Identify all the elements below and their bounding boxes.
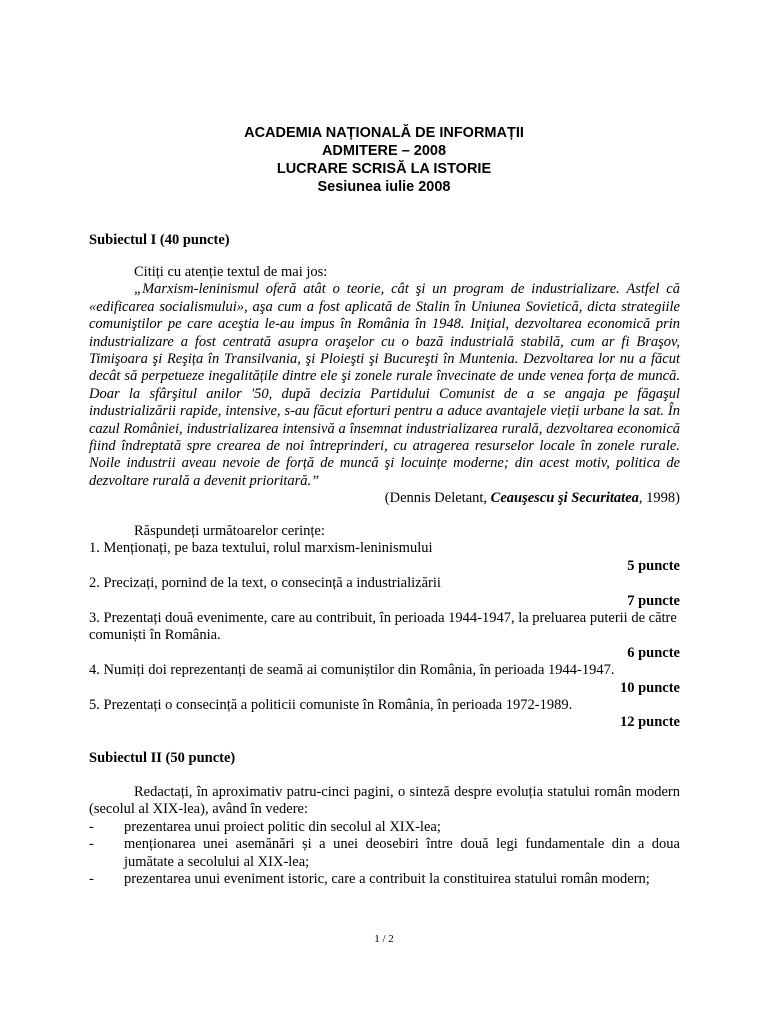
bullet-item-3: - prezentarea unui eveniment istoric, care a contribuit la constituirea statului român modern; — [89, 871, 680, 888]
requirement-5-points: 12 puncte — [619, 714, 680, 731]
subject2-title: Subiectul II (50 puncte) — [89, 750, 236, 766]
requirement-2: 2. Precizați, pornind de la text, o consecință a industrializării — [89, 575, 441, 592]
requirement-4: 4. Numiți doi reprezentanți de seamă ai comuniștilor din România, în perioada 1944-1947. — [89, 662, 615, 679]
subject2-text-block — [89, 784, 680, 888]
subject1-title: Subiectul I (40 puncte) — [89, 232, 230, 248]
subject2-intro: Redactați, în aproximativ patru-cinci pagini, o sinteză despre evoluția statului român modern (secolul al XIX-lea), având în vedere: — [89, 784, 680, 818]
requirement-4-points: 10 puncte — [619, 679, 680, 696]
requirement-3-points: 6 puncte — [627, 644, 680, 661]
source-author: (Dennis Deletant, — [384, 490, 491, 507]
requirements-intro: Răspundeți următoarelor cerințe: — [134, 523, 325, 539]
requirement-2-points: 7 puncte — [627, 592, 680, 609]
subject1-quote: „Marxism-leninismul oferă atât o teorie, cât şi un program de industrializare. Astfel că «edificarea socialismului», aşa cum a fost aplicată de Stalin în Uniunea Sovietică, dicta strategiile comuniştilor pe care aceştia le-au impus în România în 1948. Inițial, dezvoltarea economică prin industrializare a fost centrată asupra oraşelor cu o bază industrială stabilă, cum ar fi Braşov, Timişoara şi Reşița în Transilvania, şi Ploieşti şi Bucureşti în Muntenia. Dezvoltarea lor nu a făcut decât să perpetueze inegalitățile dintre ele şi zonele rurale învecinate de unde venea forța de muncă. Doar la sfârşitul anilor '50, după decizia Partidului Comunist de a se angaja pe făgaşul industrializării rapide, intensive, s-au făcut eforturi pentru a aduce avantajele vieții urbane la sat. În cazul României, industrializarea intensivă a însemnat industrializarea rurală, dezvoltarea economică fiind îndreptată spre crearea de noi întreprinderi, cu atragerea resurselor locale în zonele rurale. Noile industrii aveau nevoie de forță de muncă şi locuințe moderne; din acest motiv, politica de dezvoltare rurală a devenit prioritară.” — [89, 281, 680, 489]
subject2-bullet-list — [89, 819, 680, 889]
bullet-item-2: - menționarea unei asemănări și a unei deosebiri între două legi fundamentale din a doua jumătate a secolului al XIX-lea; — [89, 836, 680, 871]
requirement-5: 5. Prezentați o consecință a politicii comuniste în România, în perioada 1972-1989. — [89, 697, 573, 714]
quote-source — [89, 490, 680, 507]
source-year: , 1998) — [638, 490, 680, 507]
subject1-text-block — [89, 264, 680, 508]
document-header — [0, 124, 768, 196]
source-book-title: Ceauşescu şi Securitatea — [490, 490, 639, 507]
header-exam-title: LUCRARE SCRISĂ LA ISTORIE — [276, 161, 492, 177]
subject1-intro: Citiți cu atenție textul de mai jos: — [134, 264, 328, 280]
header-admission: ADMITERE – 2008 — [321, 143, 447, 159]
bullet-item-1: - prezentarea unui proiect politic din secolul al XIX-lea; — [89, 819, 680, 836]
requirement-3: 3. Prezentați două evenimente, care au contribuit, în perioada 1944-1947, la preluarea puterii de către comuniști în România. — [89, 610, 677, 644]
subject1-requirements — [89, 523, 680, 732]
requirement-1-points: 5 puncte — [627, 557, 680, 574]
requirement-1: 1. Menționați, pe baza textului, rolul marxism-leninismului — [89, 540, 433, 557]
page-number: 1 / 2 — [374, 933, 394, 945]
header-institution: ACADEMIA NAȚIONALĂ DE INFORMAȚII — [244, 125, 524, 141]
header-session: Sesiunea iulie 2008 — [317, 179, 451, 195]
